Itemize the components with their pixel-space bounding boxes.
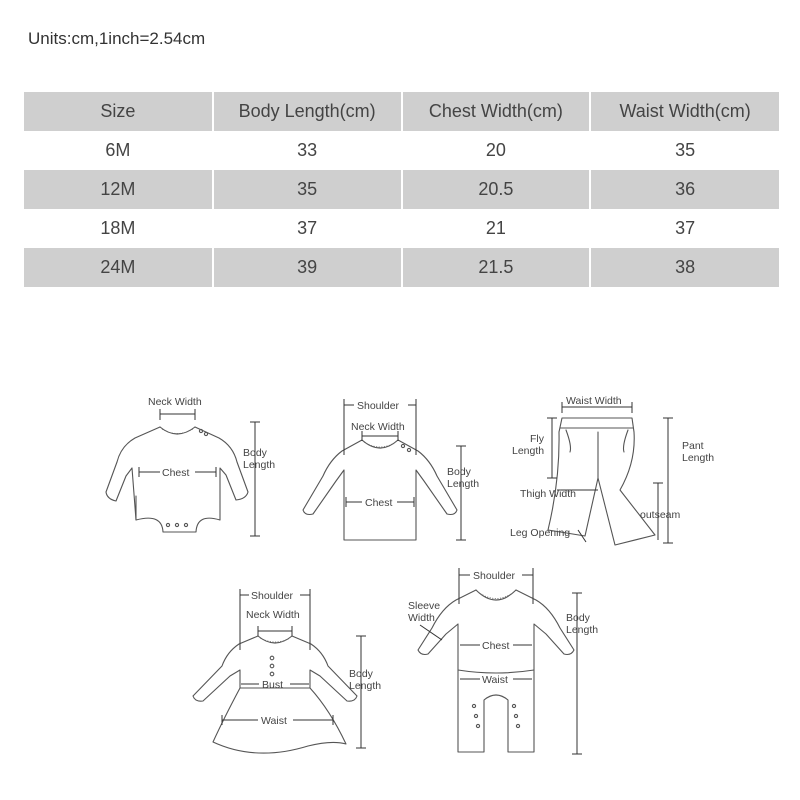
dress-body-label: Body: [349, 668, 373, 680]
pants-fly-label: Fly: [530, 433, 544, 445]
pants-pant-length-label: Length: [682, 452, 715, 464]
pants-leg-opening-label: Leg Opening: [510, 527, 571, 539]
pants-pant-label: Pant: [682, 440, 704, 452]
top-body-label: Body: [447, 466, 471, 478]
romper-chest-label: Chest: [482, 640, 510, 652]
top-length-label: Length: [447, 478, 480, 490]
cell-chest-width: 21: [402, 209, 591, 248]
units-note: Units:cm,1inch=2.54cm: [28, 29, 206, 48]
dress-length-label: Length: [349, 680, 382, 692]
top-diagram: [303, 399, 479, 540]
top-neck-width-label: Neck Width: [351, 421, 405, 433]
header-chest-width: Chest Width(cm): [402, 92, 591, 131]
cell-body-length: 35: [213, 170, 402, 209]
romper-length-label: Length: [566, 624, 599, 636]
dress-bust-label: Bust: [262, 679, 284, 691]
bodysuit-outline: [106, 427, 248, 532]
dress-shoulder-label: Shoulder: [251, 590, 294, 602]
dress-neck-width-label: Neck Width: [246, 609, 300, 621]
romper-sleeve-width-label: Width: [408, 612, 435, 624]
cell-body-length: 37: [213, 209, 402, 248]
cell-body-length: 33: [213, 131, 402, 170]
cell-waist-width: 35: [675, 140, 696, 160]
cell-size: 24M: [24, 248, 213, 287]
bodysuit-neck-width-label: Neck Width: [148, 396, 202, 408]
dress-waist-label: Waist: [261, 715, 287, 727]
bodysuit-chest-label: Chest: [162, 467, 190, 479]
pants-thigh-width-label: Thigh Width: [520, 488, 577, 500]
romper-waist-label: Waist: [482, 674, 508, 686]
cell-body-length: 39: [213, 248, 402, 287]
romper-outline: [418, 590, 574, 752]
bodysuit-body-label: Body: [243, 447, 267, 459]
dress-diagram: [193, 589, 381, 753]
romper-sleeve-label: Sleeve: [408, 600, 441, 612]
cell-chest-width: 21.5: [402, 248, 591, 287]
top-chest-label: Chest: [365, 497, 393, 509]
cell-size: 12M: [24, 170, 213, 209]
cell-waist-width: 37: [675, 218, 696, 238]
cell-chest-width: 20: [402, 131, 591, 170]
header-size: Size: [24, 92, 213, 131]
romper-diagram: [408, 568, 598, 754]
header-body-length: Body Length(cm): [213, 92, 402, 131]
pants-outline: [548, 418, 655, 545]
dress-outline: [193, 636, 357, 753]
cell-waist-width: 36: [675, 179, 696, 199]
pants-outseam-label: outseam: [640, 509, 681, 521]
header-waist-width: Waist Width(cm): [619, 101, 751, 121]
pants-fly-length-label: Length: [512, 445, 545, 457]
cell-size: 18M: [24, 209, 213, 248]
top-shoulder-label: Shoulder: [357, 400, 400, 412]
top-outline: [303, 440, 457, 540]
pants-waist-width-label: Waist Width: [566, 395, 622, 407]
pants-diagram: [510, 395, 714, 545]
bodysuit-diagram: [106, 396, 275, 536]
romper-shoulder-label: Shoulder: [473, 570, 516, 582]
romper-body-label: Body: [566, 612, 590, 624]
cell-size: 6M: [24, 131, 213, 170]
bodysuit-length-label: Length: [243, 459, 276, 471]
cell-waist-width: 38: [675, 257, 696, 277]
cell-chest-width: 20.5: [402, 170, 591, 209]
